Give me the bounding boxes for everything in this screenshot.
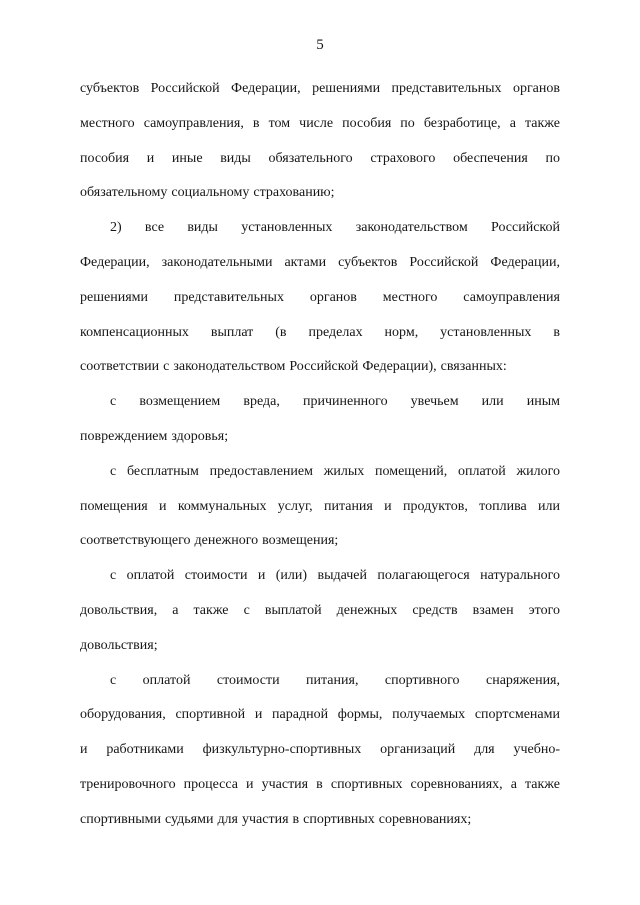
text-line: повреждением здоровья; <box>80 428 229 444</box>
text-line: тренировочного процесса и участия в спортивных соревнованиях, а также <box>80 776 560 792</box>
text-line: и работниками физкультурно-спортивных организаций для учебно- <box>80 742 560 758</box>
text-line: пособия и иные виды обязательного страхового обеспечения по <box>80 150 560 166</box>
text-line: с возмещением вреда, причиненного увечьем или иным <box>110 394 560 410</box>
text-line: довольствия, а также с выплатой денежных средств взамен этого <box>80 602 560 618</box>
text-line: с оплатой стоимости и (или) выдачей полагающегося натурального <box>110 568 560 584</box>
text-line: местного самоуправления, в том числе пособия по безработице, а также <box>80 115 560 131</box>
text-line: довольствия; <box>80 637 158 653</box>
document-body <box>80 72 560 838</box>
text-line: решениями представительных органов местного самоуправления <box>80 289 560 305</box>
text-line: помещения и коммунальных услуг, питания и продуктов, топлива или <box>80 498 560 514</box>
text-line: компенсационных выплат (в пределах норм, установленных в <box>80 324 560 340</box>
text-line: 2) все виды установленных законодательством Российской <box>110 220 560 236</box>
text-line: субъектов Российской Федерации, решениями представительных органов <box>80 81 560 96</box>
text-line: оборудования, спортивной и парадной формы, получаемых спортсменами <box>80 707 560 723</box>
text-line: соответствующего денежного возмещения; <box>80 533 339 549</box>
text-line: с бесплатным предоставлением жилых помещений, оплатой жилого <box>110 463 560 479</box>
text-line: спортивными судьями для участия в спортивных соревнованиях; <box>80 811 472 827</box>
text-line: с оплатой стоимости питания, спортивного снаряжения, <box>110 672 560 688</box>
text-line: соответствии с законодательством Российской Федерации), связанных: <box>80 359 507 375</box>
text-line: Федерации, законодательными актами субъектов Российской Федерации, <box>80 254 560 270</box>
page-number: 5 <box>316 37 324 53</box>
text-line: обязательному социальному страхованию; <box>80 185 335 201</box>
